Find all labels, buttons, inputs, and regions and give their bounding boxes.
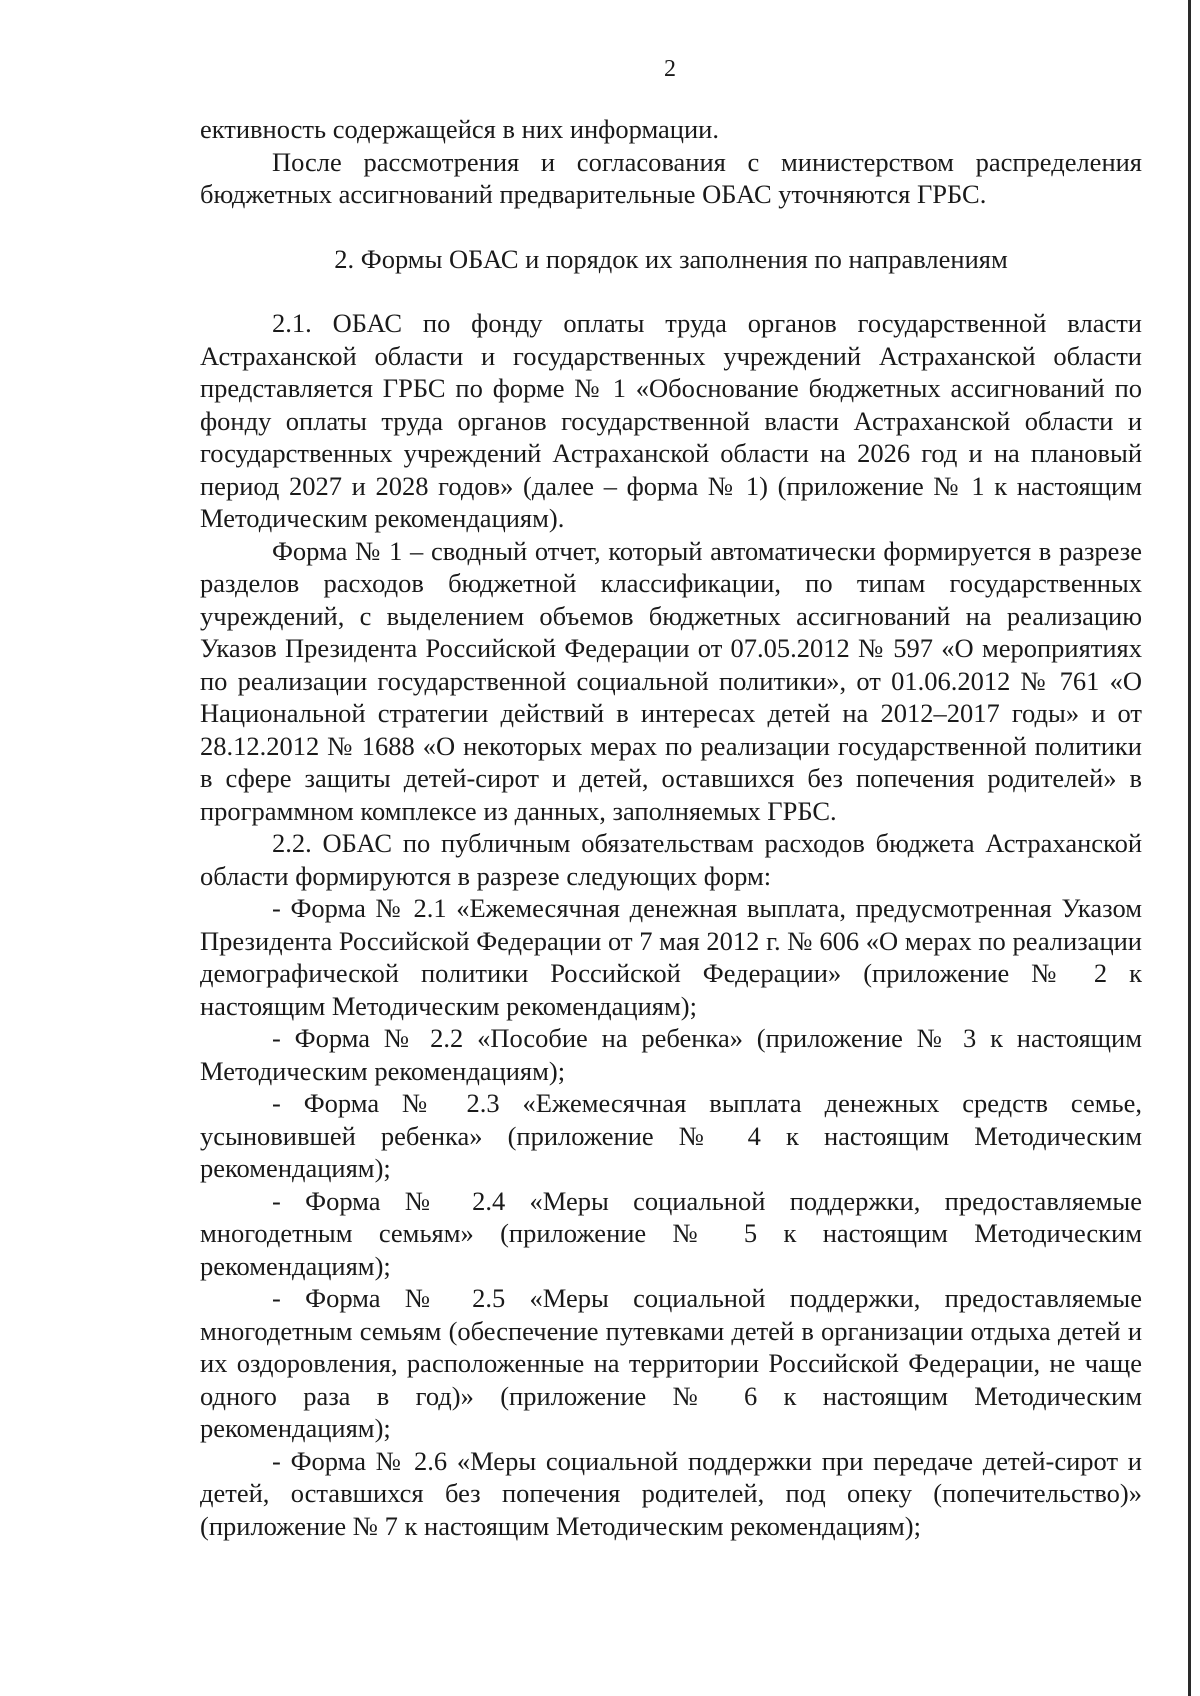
paragraph-2-2: 2.2. ОБАС по публичным обязательствам расходов бюджета Астраханской области формируются в разрезе следующих форм: [200, 828, 1142, 891]
document-body [200, 113, 1142, 1542]
paragraph-continuation: ективность содержащейся в них информации. [200, 114, 719, 144]
list-item-form-2-4: - Форма № 2.4 «Меры социальной поддержки, предоставляемые многодетным семьям» (приложение № 5 к настоящим Методическим рекомендациям); [200, 1185, 1142, 1281]
scan-edge [1188, 0, 1191, 1696]
paragraph-2-1: 2.1. ОБАС по фонду оплаты труда органов государственной власти Астраханской области и государственных учреждений Астраханской области представляется ГРБС по форме № 1 «Обоснование бюджетных ассигнований по фонду оплаты труда органов государственной власти Астраханской области и государственных учреждений Астраханской области на 2026 год и на плановый период 2027 и 2028 годов» (далее – форма № 1) (приложение № 1 к настоящим Методическим рекомендациям). [200, 308, 1142, 533]
list-item-form-2-1: - Форма № 2.1 «Ежемесячная денежная выплата, предусмотренная Указом Президента Российской Федерации от 7 мая 2012 г. № 606 «О мерах по реализации демографической политики Российской Федерации» (приложение № 2 к настоящим Методическим рекомендациям); [200, 893, 1142, 1021]
paragraph-form-1: Форма № 1 – сводный отчет, который автоматически формируется в разрезе разделов расходов бюджетной классификации, по типам государственных учреждений, с выделением объемов бюджетных ассигнований на реализацию Указов Президента Российской Федерации от 07.05.2012 № 597 «О мероприятиях по реализации государственной социальной политики», от 01.06.2012 № 761 «О Национальной стратегии действий в интересах детей на 2012–2017 годы» и от 28.12.2012 № 1688 «О некоторых мерах по реализации государственной политики в сфере защиты детей-сирот и детей, оставшихся без попечения родителей» в программном комплексе из данных, заполняемых ГРБС. [200, 535, 1142, 826]
list-item-form-2-2: - Форма № 2.2 «Пособие на ребенка» (приложение № 3 к настоящим Методическим рекомендациям); [200, 1023, 1142, 1086]
list-item-form-2-6: - Форма № 2.6 «Меры социальной поддержки при передаче детей-сирот и детей, оставшихся без попечения родителей, под опеку (попечительство)» (приложение № 7 к настоящим Методическим рекомендациям); [200, 1445, 1142, 1541]
section-heading: 2. Формы ОБАС и порядок их заполнения по направлениям [334, 243, 1008, 274]
list-item-form-2-5: - Форма № 2.5 «Меры социальной поддержки, предоставляемые многодетным семьям (обеспечение путевками детей в организации отдыха детей и их оздоровления, расположенные на территории Российской Федерации, не чаще одного раза в год)» (приложение № 6 к настоящим Методическим рекомендациям); [200, 1283, 1142, 1443]
list-item-form-2-3: - Форма № 2.3 «Ежемесячная выплата денежных средств семье, усыновившей ребенка» (приложение № 4 к настоящим Методическим рекомендациям); [200, 1088, 1142, 1183]
paragraph-approval: После рассмотрения и согласования с министерством распределения бюджетных ассигнований предварительные ОБАС уточняются ГРБС. [200, 146, 1142, 209]
page-number: 2 [664, 56, 676, 82]
